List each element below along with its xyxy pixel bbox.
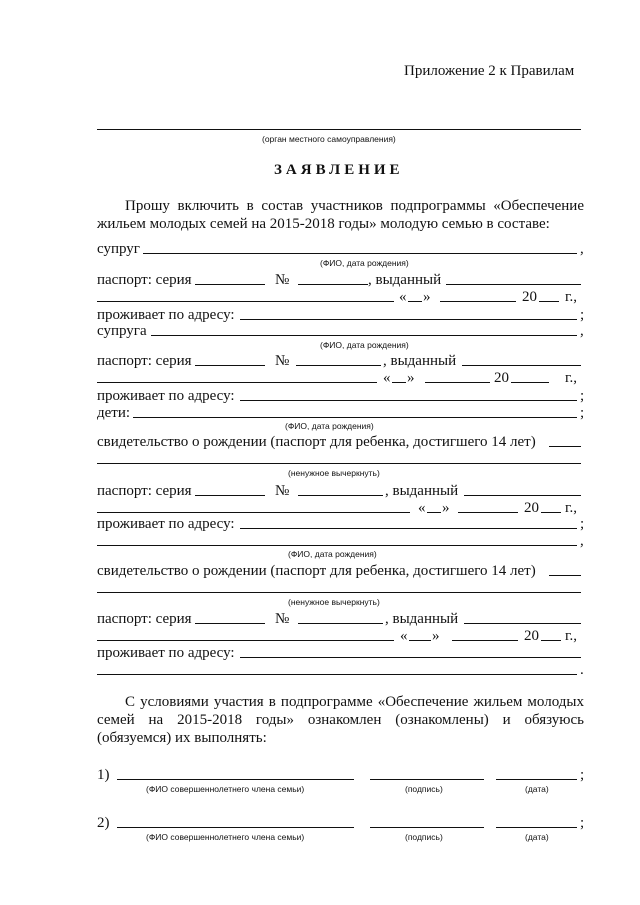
document-title: ЗАЯВЛЕНИЕ — [274, 162, 404, 178]
issued-by-field-cont[interactable] — [97, 301, 394, 302]
year-suffix: г., — [565, 370, 577, 386]
address-label: проживает по адресу: — [97, 516, 235, 532]
date-field[interactable] — [496, 779, 577, 780]
address-label: проживает по адресу: — [97, 307, 235, 323]
member-fio-field[interactable] — [117, 827, 354, 828]
birth-cert-label: свидетельство о рождении (паспорт для ребенка, достигшего 14 лет) — [97, 434, 536, 450]
address-field-cont[interactable] — [97, 674, 577, 675]
birth-cert-field[interactable] — [549, 575, 581, 576]
signature-field[interactable] — [370, 827, 484, 828]
issue-year-field[interactable] — [539, 301, 559, 302]
address-label: проживает по адресу: — [97, 388, 235, 404]
fio-caption: (ФИО, дата рождения) — [320, 258, 409, 268]
comma: , — [580, 533, 584, 549]
intro-text: Прошу включить в состав участников подпрограммы «Обеспечение жильем молодых семей на 2015-2018 годы» молодую семью в составе: — [97, 198, 584, 232]
year-suffix: г., — [565, 628, 577, 644]
issue-day-field[interactable] — [427, 512, 441, 513]
period: . — [580, 662, 584, 678]
passport-series-field[interactable] — [195, 623, 265, 624]
issued-by-field[interactable] — [464, 623, 581, 624]
birth-cert-field-cont[interactable] — [97, 463, 581, 464]
quote-close: » — [407, 370, 415, 386]
year-prefix: 20 — [494, 370, 509, 386]
issue-month-field[interactable] — [425, 382, 490, 383]
birth-cert-field-cont[interactable] — [97, 592, 581, 593]
children-label: дети: — [97, 405, 131, 421]
birth-cert-label: свидетельство о рождении (паспорт для ребенка, достигшего 14 лет) — [97, 563, 536, 579]
number-sign: № — [275, 272, 290, 288]
passport-series-label: паспорт: серия — [97, 483, 192, 499]
issued-by-field[interactable] — [462, 365, 581, 366]
issue-month-field[interactable] — [440, 301, 516, 302]
issued-label: , выданный — [385, 483, 459, 499]
year-prefix: 20 — [524, 628, 539, 644]
quote-open: « — [399, 289, 407, 305]
quote-open: « — [418, 500, 426, 516]
appendix-note: Приложение 2 к Правилам — [404, 63, 575, 79]
husband-fio-field[interactable] — [143, 253, 577, 254]
member-fio-caption: (ФИО совершеннолетнего члена семьи) — [146, 784, 305, 794]
signature-field[interactable] — [370, 779, 484, 780]
address-field[interactable] — [240, 657, 581, 658]
semicolon: ; — [580, 767, 585, 783]
authority-caption: (орган местного самоуправления) — [262, 134, 396, 144]
semicolon: ; — [580, 307, 585, 323]
fio-caption: (ФИО, дата рождения) — [288, 549, 377, 559]
date-caption: (дата) — [525, 784, 549, 794]
year-prefix: 20 — [524, 500, 539, 516]
passport-number-field[interactable] — [298, 284, 368, 285]
signature-caption: (подпись) — [405, 784, 443, 794]
issued-by-field-cont[interactable] — [97, 382, 377, 383]
passport-number-field[interactable] — [298, 623, 383, 624]
passport-series-label: паспорт: серия — [97, 353, 192, 369]
issue-day-field[interactable] — [392, 382, 406, 383]
issued-label: , выданный — [368, 272, 442, 288]
authority-line[interactable] — [97, 129, 581, 130]
wife-fio-field[interactable] — [151, 335, 577, 336]
child-fio-field[interactable] — [133, 417, 577, 418]
number-sign: № — [275, 353, 290, 369]
passport-number-field[interactable] — [298, 495, 383, 496]
quote-open: « — [400, 628, 408, 644]
passport-series-label: паспорт: серия — [97, 272, 192, 288]
quote-close: » — [432, 628, 440, 644]
year-prefix: 20 — [522, 289, 537, 305]
semicolon: ; — [580, 516, 585, 532]
signature-number: 1) — [97, 767, 110, 783]
issued-by-field[interactable] — [464, 495, 581, 496]
address-field[interactable] — [240, 528, 577, 529]
issued-by-field-cont[interactable] — [97, 640, 394, 641]
passport-number-field[interactable] — [296, 365, 381, 366]
intro-paragraph — [97, 197, 584, 233]
semicolon: ; — [580, 405, 585, 421]
conditions-text: С условиями участия в подпрограмме «Обеспечение жильем молодых семей на 2015-2018 годы» ознакомлен (ознакомлены) и обязуюсь (обязуемся) их выполнять: — [97, 694, 584, 746]
comma: , — [580, 323, 584, 339]
semicolon: ; — [580, 388, 585, 404]
issue-year-field[interactable] — [511, 382, 549, 383]
issue-day-field[interactable] — [408, 301, 422, 302]
conditions-paragraph — [97, 693, 584, 747]
quote-close: » — [442, 500, 450, 516]
issued-label: , выданный — [385, 611, 459, 627]
strike-caption: (ненужное вычеркнуть) — [288, 468, 380, 478]
wife-label: супруга — [97, 323, 147, 339]
husband-label: супруг — [97, 241, 140, 257]
quote-close: » — [423, 289, 431, 305]
issue-day-field[interactable] — [409, 640, 431, 641]
year-suffix: г., — [565, 500, 577, 516]
address-field[interactable] — [240, 319, 577, 320]
date-field[interactable] — [496, 827, 577, 828]
semicolon: ; — [580, 815, 585, 831]
passport-series-field[interactable] — [195, 495, 265, 496]
strike-caption: (ненужное вычеркнуть) — [288, 597, 380, 607]
issue-year-field[interactable] — [541, 512, 561, 513]
date-caption: (дата) — [525, 832, 549, 842]
member-fio-caption: (ФИО совершеннолетнего члена семьи) — [146, 832, 305, 842]
signature-number: 2) — [97, 815, 110, 831]
signature-caption: (подпись) — [405, 832, 443, 842]
passport-series-label: паспорт: серия — [97, 611, 192, 627]
year-suffix: г., — [565, 289, 577, 305]
comma: , — [580, 241, 584, 257]
issued-by-field-cont[interactable] — [97, 512, 410, 513]
address-field[interactable] — [240, 400, 577, 401]
issue-month-field[interactable] — [458, 512, 518, 513]
fio-caption: (ФИО, дата рождения) — [285, 421, 374, 431]
quote-open: « — [383, 370, 391, 386]
child-fio-field[interactable] — [97, 545, 577, 546]
address-label: проживает по адресу: — [97, 645, 235, 661]
birth-cert-field[interactable] — [549, 446, 581, 447]
issued-label: , выданный — [383, 353, 457, 369]
number-sign: № — [275, 483, 290, 499]
issue-year-field[interactable] — [541, 640, 561, 641]
passport-series-field[interactable] — [195, 284, 265, 285]
number-sign: № — [275, 611, 290, 627]
issued-by-field[interactable] — [446, 284, 581, 285]
issue-month-field[interactable] — [452, 640, 518, 641]
passport-series-field[interactable] — [195, 365, 265, 366]
fio-caption: (ФИО, дата рождения) — [320, 340, 409, 350]
member-fio-field[interactable] — [117, 779, 354, 780]
